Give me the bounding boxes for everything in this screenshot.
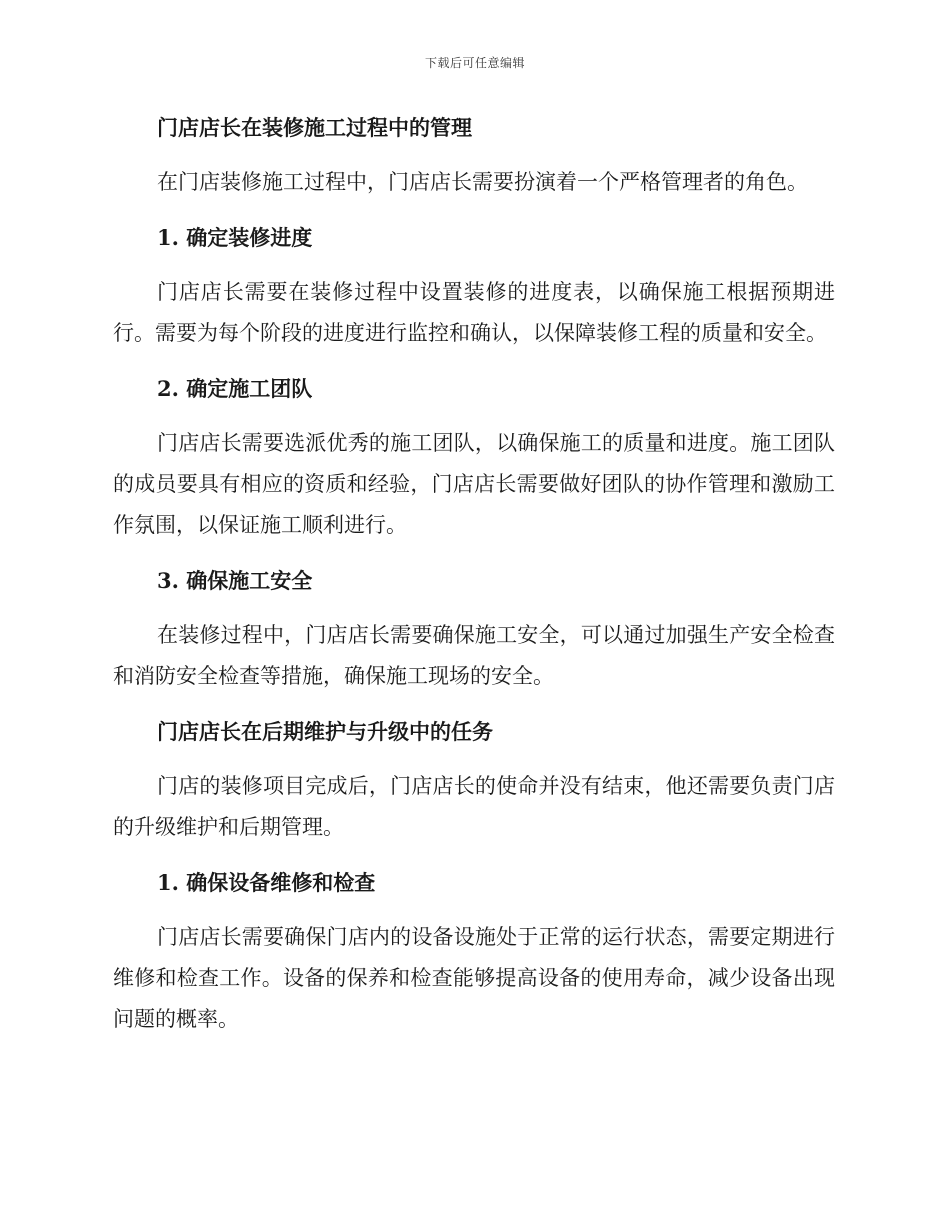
document-body	[113, 108, 835, 1040]
section-heading: 门店店长在后期维护与升级中的任务	[157, 719, 493, 744]
section-heading: 2. 确定施工团队	[157, 376, 313, 401]
section-paragraph: 门店店长需要确保门店内的设备设施处于正常的运行状态，需要定期进行维修和检查工作。设备的保养和检查能够提高设备的使用寿命，减少设备出现问题的概率。	[113, 925, 835, 1031]
section-paragraph: 门店的装修项目完成后，门店店长的使命并没有结束，他还需要负责门店的升级维护和后期管理。	[113, 774, 835, 839]
section-paragraph: 在门店装修施工过程中，门店店长需要扮演着一个严格管理者的角色。	[157, 170, 808, 194]
section-paragraph: 在装修过程中，门店店长需要确保施工安全，可以通过加强生产安全检查和消防安全检查等措施，确保施工现场的安全。	[113, 623, 835, 688]
section-paragraph: 门店店长需要选派优秀的施工团队，以确保施工的质量和进度。施工团队的成员要具有相应的资质和经验，门店店长需要做好团队的协作管理和激励工作氛围，以保证施工顺利进行。	[113, 431, 835, 537]
section-heading: 门店店长在装修施工过程中的管理	[157, 115, 472, 140]
section-heading: 3. 确保施工安全	[157, 568, 313, 593]
section-heading: 1. 确定装修进度	[157, 225, 313, 250]
section-heading: 1. 确保设备维修和检查	[157, 870, 376, 895]
header-note: 下载后可任意编辑	[424, 56, 525, 70]
section-paragraph: 门店店长需要在装修过程中设置装修的进度表，以确保施工根据预期进行。需要为每个阶段的进度进行监控和确认，以保障装修工程的质量和安全。	[113, 280, 835, 345]
